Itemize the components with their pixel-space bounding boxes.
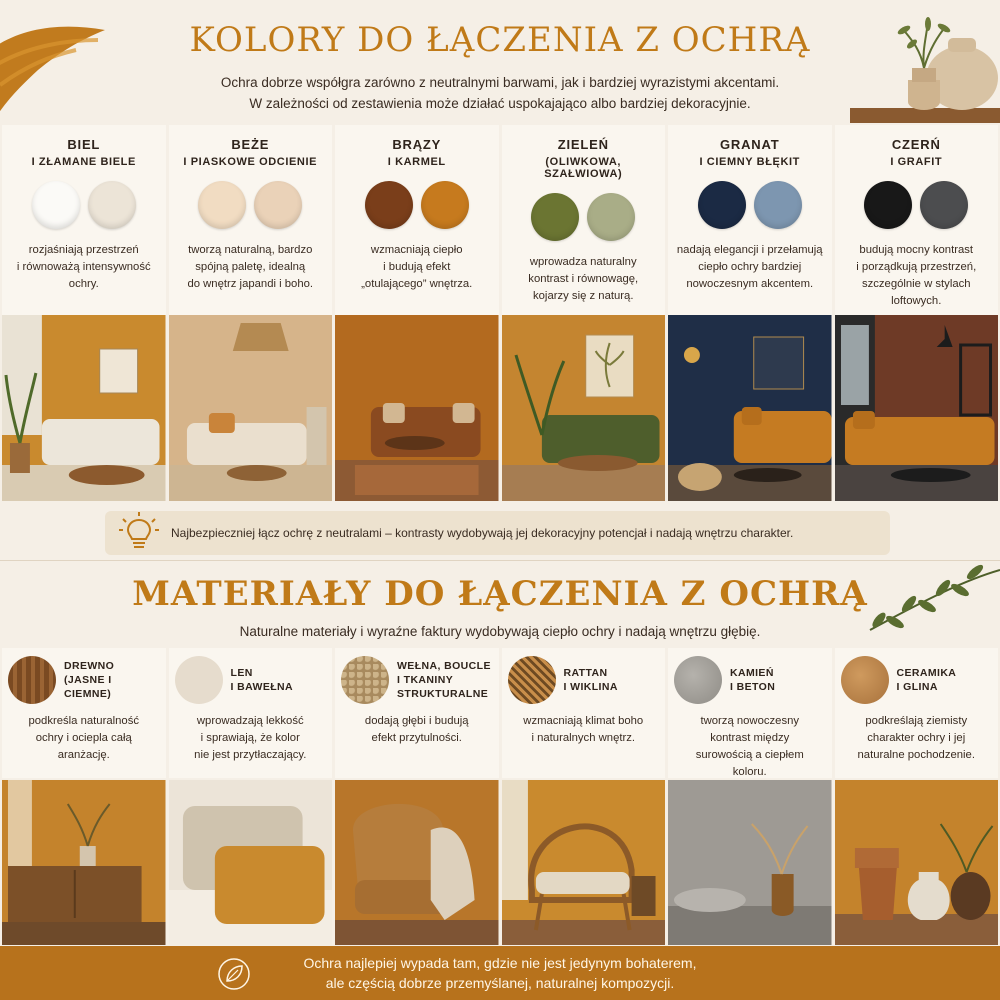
swatch <box>365 181 413 229</box>
tip-banner <box>105 511 890 555</box>
footer-text: Ochra najlepiej wypada tam, gdzie nie jest jedynym bohaterem, ale częścią dobrze przemyślanej, naturalnej kompozycji. <box>303 955 697 991</box>
swatch <box>587 193 635 241</box>
footer-banner <box>0 946 1000 1000</box>
material-card-linen: LEN I BAWEŁNA wprowadzają lekkość i sprawiają, że kolor nie jest przytłaczający. <box>169 648 333 778</box>
color-card-beige: BEŻE I PIASKOWE ODCIENIE tworzą naturalną, bardzo spójną paletę, idealną do wnętrz japandi i boho. <box>169 125 333 315</box>
section-divider <box>0 560 1000 561</box>
swatch <box>754 181 802 229</box>
colors-intro: Ochra dobrze współgra zarówno z neutralnymi barwami, jak i bardziej wyrazistymi akcentami. W zależności od zestawienia może działać uspokajająco albo bardziej dekoracyjnie. <box>220 75 780 111</box>
swatch <box>920 181 968 229</box>
materials-intro: Naturalne materiały i wyraźne faktury wydobywają ciepło ochry i nadają wnętrzu głębię. <box>239 624 761 639</box>
clay-texture-icon <box>841 656 889 704</box>
wool-texture-icon <box>341 656 389 704</box>
room-photo-green <box>502 315 666 501</box>
stone-texture-icon <box>674 656 722 704</box>
linen-photo <box>169 780 333 945</box>
material-cards <box>2 648 998 778</box>
rattan-photo <box>502 780 666 945</box>
room-photo-navy <box>668 315 832 501</box>
rattan-texture-icon <box>508 656 556 704</box>
linen-texture-icon <box>175 656 223 704</box>
tip-text: Najbezpieczniej łącz ochrę z neutralami – kontrasty wydobywają jej dekoracyjny potencjał i nadają wnętrzu charakter. <box>171 526 794 540</box>
color-card-black: CZERŃ I GRAFIT budują mocny kontrast i porządkują przestrzeń, szczególnie w stylach loftowych. <box>835 125 999 315</box>
swatch <box>88 181 136 229</box>
lightbulb-icon <box>117 511 161 555</box>
material-card-wood: DREWNO (JASNE I CIEMNE) podkreśla naturalność ochry i ociepla całą aranżację. <box>2 648 166 778</box>
color-room-photos <box>2 315 998 501</box>
material-card-stone: KAMIEŃ I BETON tworzą nowoczesny kontrast między surowością a ciepłem koloru. <box>668 648 832 778</box>
wool-photo <box>335 780 499 945</box>
color-card-green: ZIELEŃ (OLIWKOWA, SZAŁWIOWA) wprowadza naturalny kontrast i równowagę, kojarzy się z naturą. <box>502 125 666 315</box>
leaf-icon <box>218 958 250 990</box>
swatch <box>254 181 302 229</box>
material-photos <box>2 780 998 945</box>
stone-photo <box>668 780 832 945</box>
swatch <box>698 181 746 229</box>
room-photo-black <box>835 315 999 501</box>
room-photo-white <box>2 315 166 501</box>
material-card-rattan: RATTAN I WIKLINA wzmacniają klimat boho i naturalnych wnętrz. <box>502 648 666 778</box>
swatch <box>864 181 912 229</box>
wood-photo <box>2 780 166 945</box>
colors-title: KOLORY DO ŁĄCZENIA Z OCHRĄ <box>189 20 811 60</box>
color-card-navy: GRANAT I CIEMNY BŁĘKIT nadają elegancji i przełamują ciepło ochry bardziej nowoczesnym akcentem. <box>668 125 832 315</box>
materials-title: MATERIAŁY DO ŁĄCZENIA Z OCHRĄ <box>132 574 868 614</box>
ceramic-photo <box>835 780 999 945</box>
color-card-white: BIEL I ZŁAMANE BIELE rozjaśniają przestrzeń i równoważą intensywność ochry. <box>2 125 166 315</box>
material-card-ceramic: CERAMIKA I GLINA podkreślają ziemisty charakter ochry i jej naturalne pochodzenie. <box>835 648 999 778</box>
swatch <box>531 193 579 241</box>
material-card-wool: WEŁNA, BOUCLE I TKANINY STRUKTURALNE dodają głębi i budują efekt przytulności. <box>335 648 499 778</box>
swatch <box>421 181 469 229</box>
swatch <box>32 181 80 229</box>
room-photo-brown <box>335 315 499 501</box>
wood-texture-icon <box>8 656 56 704</box>
swatch <box>198 181 246 229</box>
color-card-brown: BRĄZY I KARMEL wzmacniają ciepło i budują efekt „otulającego” wnętrza. <box>335 125 499 315</box>
color-cards <box>2 125 998 315</box>
room-photo-beige <box>169 315 333 501</box>
